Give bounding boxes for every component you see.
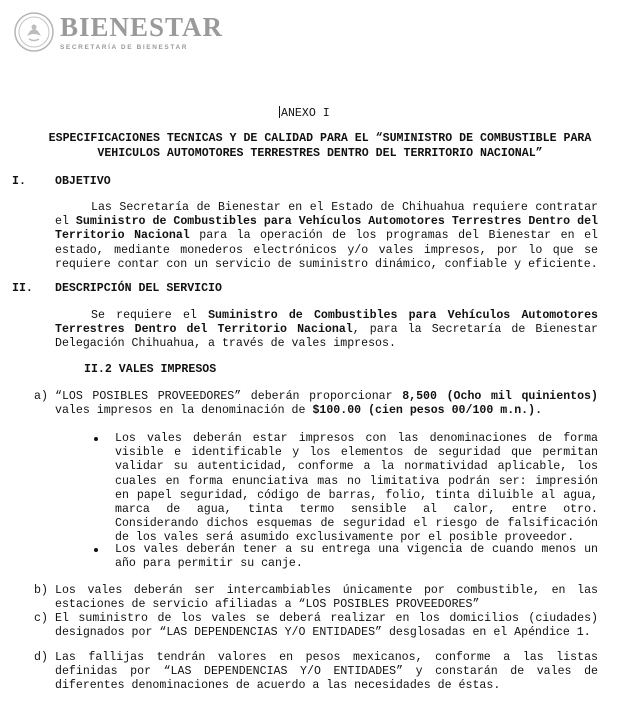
item-d-label: d) xyxy=(34,651,48,664)
text-cursor xyxy=(279,106,280,118)
item-b-text: Los vales deberán ser intercambiables únicamente por combustible, en las estaciones de servicio afiliadas a “LOS POSIBLES PROVEEDORES” xyxy=(55,584,598,612)
item-d-text: Las fallijas tendrán valores en pesos mexicanos, conforme a las listas definidas por “LAS DEPENDENCIAS Y/O ENTIDADES” y constarán de vales de diferentes denominaciones de acuerdo a las necesidades de éstas. xyxy=(55,651,598,693)
logo-name: BIENESTAR xyxy=(60,12,224,42)
spec-title-line-1: ESPECIFICACIONES TECNICAS Y DE CALIDAD PARA EL “SUMINISTRO DE COMBUSTIBLE PARA xyxy=(48,132,592,145)
section-2-number: II. xyxy=(12,282,33,295)
section-2-heading: DESCRIPCIÓN DEL SERVICIO xyxy=(55,282,222,295)
section-1-number: I. xyxy=(12,175,26,188)
subsection-heading: II.2 VALES IMPRESOS xyxy=(84,363,217,376)
item-b-label: b) xyxy=(34,584,48,597)
item-a-text: “LOS POSIBLES PROVEEDORES” deberán proporcionar 8,500 (Ocho mil quinientos) vales impresos en la denominación de $100.00 (cien pesos 00/100 m.n.). xyxy=(55,390,598,418)
item-c-text: El suministro de los vales se deberá realizar en los domicilios (ciudades) designados por “LAS DEPENDENCIAS Y/O ENTIDADES” desglosadas en el Apéndice 1. xyxy=(55,612,598,640)
bullet-icon xyxy=(94,437,98,441)
section-2-paragraph: Se requiere el Suministro de Combustibles para Vehículos Automotores Terrestres Dentro del Territorio Nacional, para la Secretaría de Bienestar Delegación Chihuahua, a través de vales impresos. xyxy=(55,309,598,351)
bullet-item-1: Los vales deberán estar impresos con las denominaciones de forma visible e identificable y los elementos de seguridad que permitan validar su autenticidad, conforme a la normatividad aplicable, los cuales en forma enunciativa mas no limitativa podrán ser: impresión en papel seguridad, código de barras, folio, tinta diluible al agua, marca de agua, tinta termo sensible al calor, entre otro. Considerando dichos esquemas de seguridad el riesgo de falsificación de los vales será asumido exclusivamente por el posible proveedor. xyxy=(115,432,598,545)
bullet-icon xyxy=(94,548,98,552)
government-seal-icon xyxy=(14,12,54,52)
item-a-label: a) xyxy=(34,390,48,403)
section-1-paragraph: Las Secretaría de Bienestar en el Estado de Chihuahua requiere contratar el Suministro de Combustibles para Vehículos Automotores Terrestres Dentro del Territorio Nacional para la operación de los programas del Bienestar en el estado, mediante monederos electrónicos y/o vales impresos, por lo que se requiere contar con un servicio de suministro dinámico, confiable y eficiente. xyxy=(55,201,599,271)
spec-title-line-2: VEHICULOS AUTOMOTORES TERRESTRES DENTRO DEL TERRITORIO NACIONAL” xyxy=(97,147,543,160)
bullet-item-2: Los vales deberán tener a su entrega una vigencia de cuando menos un año para permitir su canje. xyxy=(115,543,598,571)
item-c-label: c) xyxy=(34,612,48,625)
logo-subtitle: SECRETARÍA DE BIENESTAR xyxy=(60,44,189,51)
annex-title: ANEXO I xyxy=(281,107,330,120)
bienestar-logo xyxy=(14,12,223,52)
section-1-heading: OBJETIVO xyxy=(55,175,111,188)
